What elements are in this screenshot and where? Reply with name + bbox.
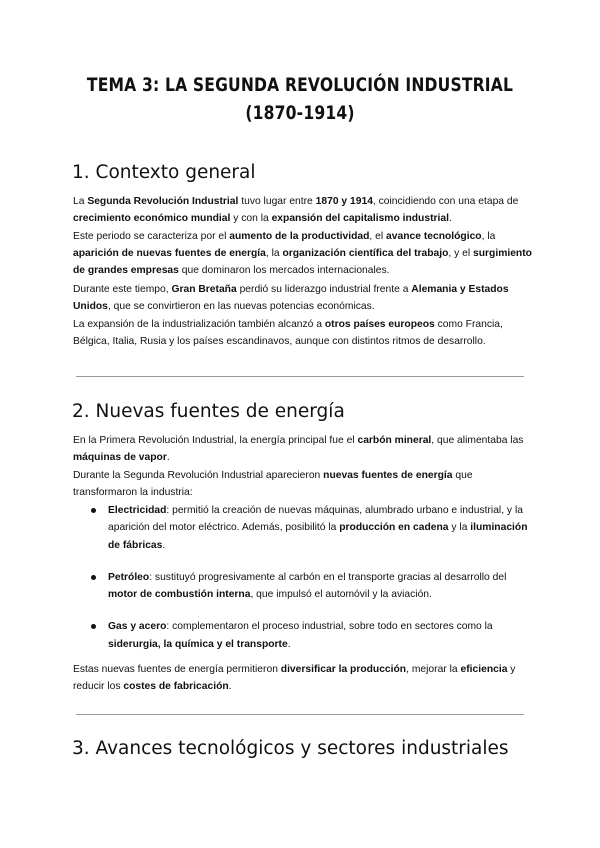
section-divider: [76, 376, 524, 377]
emphasis-text: expansión del capitalismo industrial: [271, 213, 449, 225]
emphasis-text: nuevas fuentes de energía: [323, 469, 453, 481]
emphasis-text: avance tecnológico: [386, 230, 482, 242]
list-item-electricity: [73, 502, 535, 554]
emphasis-text: eficiencia: [460, 664, 508, 675]
emphasis-text: Alemania y Estados Unidos: [73, 284, 509, 313]
list-item-text: Electricidad: permitió la creación de nuevas máquinas, alumbrado urbano e industrial, y la aparición del motor eléctrico. Además, posibilitó la producción en cadena y la iluminación de fábricas.: [108, 505, 528, 551]
emphasis-text: producción en cadena: [339, 522, 449, 534]
list-item-gas-steel: [73, 618, 535, 653]
section-2-paragraph-1: En la Primera Revolución Industrial, la energía principal fue el carbón mineral, que alimentaba las máquinas de vapor. Durante la Segunda Revolución Industrial aparecieron nuevas fuentes de energía que transformaron la industria:: [73, 435, 524, 498]
list-item-petroleum: [73, 569, 535, 604]
document-title: [54, 71, 546, 127]
list-item-text: Petróleo: sustituyó progresivamente al carbón en el transporte gracias al desarrollo del motor de combustión interna, que impulsó el automóvil y la aviación.: [108, 571, 507, 601]
section-divider: [76, 714, 524, 715]
emphasis-text: diversificar la producción: [280, 664, 407, 675]
emphasis-text: iluminación de fábricas: [108, 522, 528, 551]
emphasis-text: surgimiento de grandes empresas: [73, 247, 532, 277]
emphasis-text: crecimiento económico mundial: [73, 213, 231, 225]
emphasis-text: Electricidad: [108, 505, 167, 516]
section-2-heading: 2. Nuevas fuentes de energía: [72, 401, 345, 422]
list-item-text: Gas y acero: complementaron el proceso industrial, sobre todo en sectores como la siderurgia, la química y el transporte.: [108, 621, 493, 650]
emphasis-text: Segunda Revolución Industrial: [87, 196, 239, 207]
emphasis-text: 1870 y 1914: [315, 196, 373, 207]
bullet-icon: [91, 575, 96, 580]
emphasis-text: otros países europeos: [324, 318, 435, 330]
emphasis-text: siderurgia, la química y el transporte: [108, 638, 288, 650]
emphasis-text: máquinas de vapor: [73, 452, 167, 464]
section-1-heading: 1. Contexto general: [72, 162, 256, 183]
emphasis-text: carbón mineral: [357, 435, 432, 446]
emphasis-text: Gas y acero: [108, 621, 167, 633]
section-1-paragraph-1: La Segunda Revolución Industrial tuvo lugar entre 1870 y 1914, coincidiendo con una etapa de crecimiento económico mundial y con la expansión del capitalismo industrial. Este periodo se caracteriza por el aumento de la productividad, el avance tecnológico, la aparición de nuevas fuentes de energía, la organización científica del trabajo, y el surgimiento de grandes empresas que dominaron los mercados internacionales.: [73, 196, 532, 277]
emphasis-text: Gran Bretaña: [171, 284, 237, 295]
emphasis-text: organización científica del trabajo: [282, 247, 449, 259]
bullet-icon: [91, 508, 96, 513]
emphasis-text: costes de fabricación: [123, 681, 229, 693]
section-2-paragraph-2: Estas nuevas fuentes de energía permitieron diversificar la producción, mejorar la eficiencia y reducir los costes de fabricación.: [73, 664, 516, 693]
emphasis-text: Petróleo: [108, 571, 150, 583]
emphasis-text: aumento de la productividad: [229, 230, 370, 242]
title-line-2: (1870-1914): [245, 102, 355, 124]
emphasis-text: motor de combustión interna: [108, 589, 251, 601]
section-3-heading: 3. Avances tecnológicos y sectores industriales: [72, 738, 509, 759]
energy-sources-list: [73, 502, 535, 653]
bullet-icon: [91, 624, 96, 629]
emphasis-text: aparición de nuevas fuentes de energía: [73, 247, 266, 259]
section-1-paragraph-2: Durante este tiempo, Gran Bretaña perdió su liderazgo industrial frente a Alemania y Estados Unidos, que se convirtieron en las nuevas potencias económicas. La expansión de la industrialización también alcanzó a otros países europeos como Francia, Bélgica, Italia, Rusia y los países escandinavos, aunque con distintos ritmos de desarrollo.: [73, 284, 509, 347]
title-line-1: TEMA 3: LA SEGUNDA REVOLUCIÓN INDUSTRIAL: [86, 74, 514, 96]
